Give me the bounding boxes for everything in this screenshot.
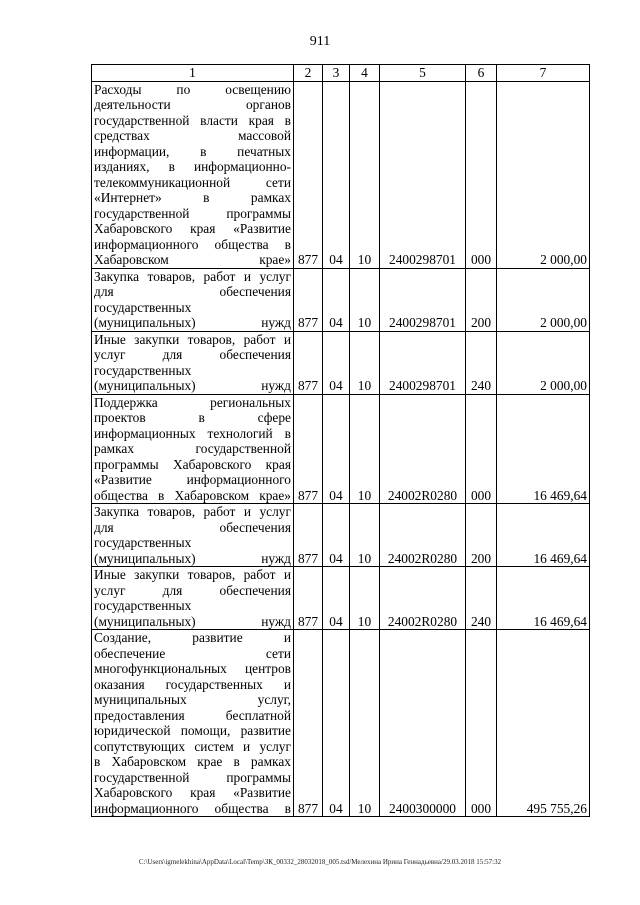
description-line: государственной программы — [94, 205, 291, 221]
table-row — [92, 81, 590, 268]
description-line: муниципальных услуг, — [94, 692, 291, 707]
description-line: юридической помощи, развитие — [94, 723, 291, 738]
description-line: Закупка товаров, работ и услуг — [94, 268, 291, 284]
description-line: государственных — [94, 598, 192, 613]
description-line: (муниципальных) нужд — [94, 613, 291, 629]
description-line: средствах массовой — [94, 128, 291, 143]
subsection-cell: 10 — [350, 504, 380, 567]
code-cell: 877 — [294, 504, 323, 567]
target-article-cell: 2400298701 — [380, 331, 466, 394]
section-cell: 04 — [323, 394, 350, 504]
description-line: Создание, развитие и — [94, 630, 291, 645]
description-line: деятельности органов — [94, 97, 291, 112]
section-cell: 04 — [323, 268, 350, 331]
description-line: государственных — [94, 535, 192, 550]
amount-cell: 16 469,64 — [497, 567, 590, 630]
header-cell: 5 — [380, 65, 466, 82]
description-line: многофункциональных центров — [94, 661, 291, 676]
description-line: государственной власти края в — [94, 112, 291, 128]
code-cell: 877 — [294, 268, 323, 331]
description-line: Иные закупки товаров, работ и — [94, 331, 291, 347]
description-line: информации, в печатных — [94, 143, 291, 159]
description-line: предоставления бесплатной — [94, 707, 291, 723]
header-cell: 1 — [92, 65, 294, 82]
description-line: Иные закупки товаров, работ и — [94, 567, 291, 582]
expense-type-cell: 240 — [466, 331, 497, 394]
description-line: изданиях, в информационно- — [94, 159, 291, 174]
table-row — [92, 630, 590, 817]
description-line: в Хабаровском крае в рамках — [94, 754, 291, 769]
expense-type-cell: 200 — [466, 504, 497, 567]
row-description — [92, 331, 294, 394]
expense-type-cell: 000 — [466, 394, 497, 504]
table-row — [92, 394, 590, 504]
description-line: информационного общества в — [94, 236, 291, 252]
amount-cell: 16 469,64 — [497, 394, 590, 504]
subsection-cell: 10 — [350, 331, 380, 394]
section-cell: 04 — [323, 331, 350, 394]
expense-type-cell: 200 — [466, 268, 497, 331]
description-line: программы Хабаровского края — [94, 456, 291, 472]
description-line: (муниципальных) нужд — [94, 315, 291, 330]
code-cell: 877 — [294, 567, 323, 630]
section-cell: 04 — [323, 504, 350, 567]
description-line: оказания государственных и — [94, 676, 291, 692]
description-line: сопутствующих систем и услуг — [94, 738, 291, 754]
description-line: государственных — [94, 299, 192, 315]
description-line: обеспечение сети — [94, 645, 291, 661]
page-number: 911 — [309, 34, 331, 49]
amount-cell: 495 755,26 — [497, 630, 590, 817]
row-description — [92, 630, 294, 817]
description-line: государственной программы — [94, 769, 291, 785]
target-article-cell: 24002R0280 — [380, 394, 466, 504]
code-cell: 877 — [294, 81, 323, 268]
description-line: общества в Хабаровском крае» — [94, 487, 291, 503]
amount-cell: 2 000,00 — [497, 81, 590, 268]
budget-table — [91, 64, 590, 817]
target-article-cell: 2400298701 — [380, 268, 466, 331]
table-row — [92, 268, 590, 331]
table-row — [92, 567, 590, 630]
description-line: «Развитие информационного — [94, 472, 291, 487]
description-line: рамках государственной — [94, 441, 291, 456]
row-description — [92, 567, 294, 630]
code-cell: 877 — [294, 331, 323, 394]
expense-type-cell: 000 — [466, 630, 497, 817]
subsection-cell: 10 — [350, 567, 380, 630]
description-line: Поддержка региональных — [94, 394, 291, 410]
subsection-cell: 10 — [350, 81, 380, 268]
description-line: Закупка товаров, работ и услуг — [94, 504, 291, 519]
amount-cell: 2 000,00 — [497, 331, 590, 394]
description-line: (муниципальных) нужд — [94, 550, 291, 566]
amount-cell: 2 000,00 — [497, 268, 590, 331]
description-line: Хабаровского края «Развитие — [94, 785, 291, 800]
description-line: информационных технологий в — [94, 425, 291, 441]
expense-type-cell: 000 — [466, 81, 497, 268]
target-article-cell: 2400300000 — [380, 630, 466, 817]
table-row — [92, 504, 590, 567]
section-cell: 04 — [323, 81, 350, 268]
row-description — [92, 394, 294, 504]
description-line: услуг для обеспечения — [94, 582, 291, 598]
header-cell: 2 — [294, 65, 323, 82]
subsection-cell: 10 — [350, 268, 380, 331]
header-cell: 6 — [466, 65, 497, 82]
description-line: проектов в сфере — [94, 410, 291, 425]
description-line: для обеспечения — [94, 519, 291, 535]
description-line: услуг для обеспечения — [94, 347, 291, 362]
header-cell: 4 — [350, 65, 380, 82]
row-description — [92, 81, 294, 268]
description-line: Расходы по освещению — [94, 81, 291, 97]
description-line: государственных — [94, 362, 192, 378]
section-cell: 04 — [323, 567, 350, 630]
code-cell: 877 — [294, 630, 323, 817]
description-line: (муниципальных) нужд — [94, 378, 291, 393]
description-line: для обеспечения — [94, 284, 291, 299]
row-description — [92, 268, 294, 331]
amount-cell: 16 469,64 — [497, 504, 590, 567]
expense-type-cell: 240 — [466, 567, 497, 630]
target-article-cell: 2400298701 — [380, 81, 466, 268]
code-cell: 877 — [294, 394, 323, 504]
target-article-cell: 24002R0280 — [380, 567, 466, 630]
header-cell: 3 — [323, 65, 350, 82]
table-row — [92, 331, 590, 394]
description-line: Хабаровского края «Развитие — [94, 221, 291, 236]
header-cell: 7 — [497, 65, 590, 82]
target-article-cell: 24002R0280 — [380, 504, 466, 567]
row-description — [92, 504, 294, 567]
file-path-footer: C:\Users\igmelekhina\AppData\Local\Temp\ЗК_00332_28032018_005.tsd/Мелехина Ирина Геннадьевна/29.03.2018 15:57:32 — [138, 858, 502, 866]
subsection-cell: 10 — [350, 394, 380, 504]
description-line: «Интернет» в рамках — [94, 190, 291, 205]
description-line: телекоммуникационной сети — [94, 174, 291, 190]
description-line: информационного общества в — [94, 800, 291, 816]
subsection-cell: 10 — [350, 630, 380, 817]
section-cell: 04 — [323, 630, 350, 817]
table-header-row — [92, 65, 590, 82]
description-line: Хабаровском крае» — [94, 252, 291, 267]
